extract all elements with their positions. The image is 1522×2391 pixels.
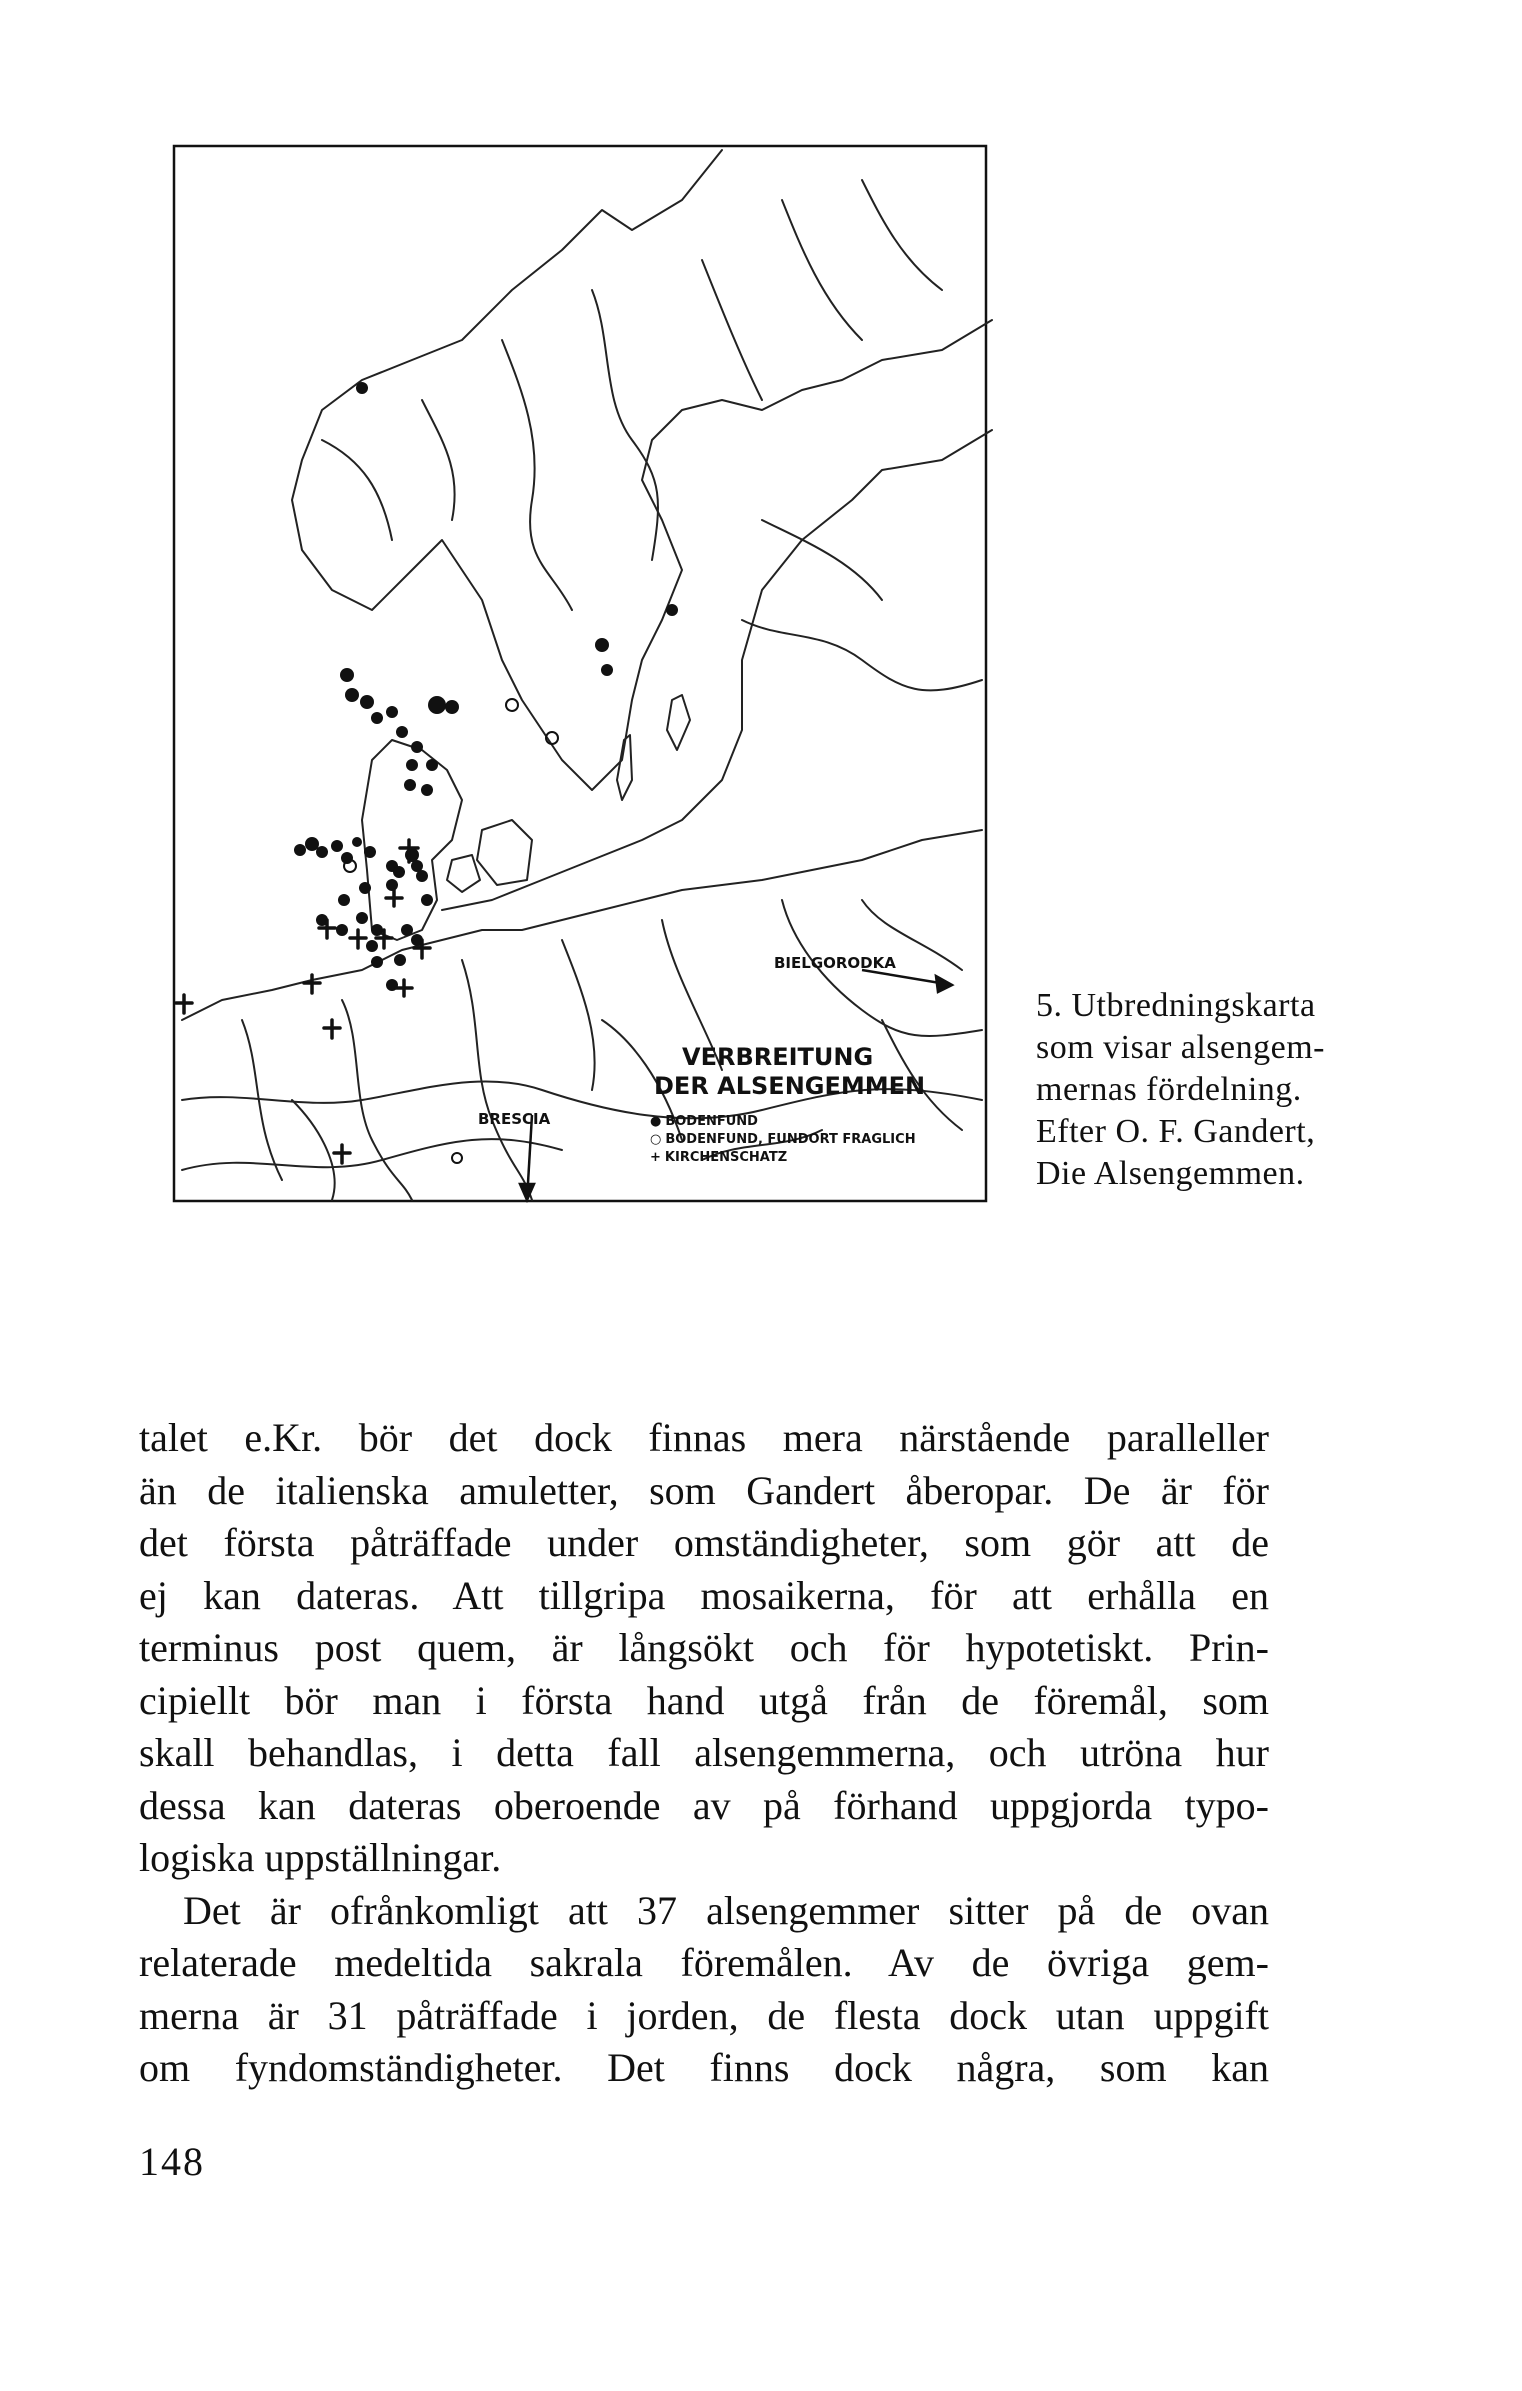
- text-line: terminus post quem, är långsökt och för hypotetiskt. Prin-: [139, 1625, 1269, 1670]
- map-title-line1: VERBREITUNG: [682, 1043, 874, 1071]
- body-text: [139, 1412, 1269, 2095]
- text-line: cipiellt bör man i första hand utgå från de föremål, som: [139, 1677, 1269, 1723]
- paragraph-2: [139, 1885, 1269, 2095]
- text-line: ej kan dateras. Att tillgripa mosaikerna, för att erhålla en: [139, 1572, 1269, 1618]
- paragraph-1: [139, 1412, 1269, 1885]
- caption-line: 5. Utbredningskarta: [1036, 987, 1316, 1024]
- coastline-zealand: [477, 820, 532, 885]
- text-line: relaterade medeltida sakrala föremålen. Av de övriga gem-: [139, 1940, 1269, 1985]
- coastline-baltic-east: [442, 430, 992, 910]
- text-line: skall behandlas, i detta fall alsengemmerna, och utröna hur: [139, 1730, 1269, 1775]
- text-line: talet e.Kr. bör det dock finnas mera närstående paralleller: [139, 1415, 1269, 1460]
- place-label-brescia: BRESCIA: [478, 1110, 551, 1128]
- caption-line: mernas fördelning.: [1036, 1071, 1302, 1108]
- text-line: merna är 31 påträffade i jorden, de flesta dock utan uppgift: [139, 1992, 1269, 2038]
- find-markers-bodenfund: [294, 382, 678, 991]
- caption-line: Die Alsengemmen.: [1036, 1155, 1305, 1192]
- figure-caption: [1036, 985, 1456, 1195]
- text-line: dessa kan dateras oberoende av på förhand uppgjorda typo-: [139, 1782, 1269, 1828]
- text-line: logiska uppställningar.: [139, 1835, 502, 1880]
- page-number: 148: [139, 2139, 205, 2184]
- legend-item-bodenfund: ● BODENFUND: [650, 1114, 758, 1129]
- caption-line: Efter O. F. Gandert,: [1036, 1113, 1316, 1150]
- text-line: om fyndomständigheter. Det finns dock några, som kan: [139, 2045, 1269, 2090]
- legend-item-kirchenschatz: + KIRCHENSCHATZ: [650, 1150, 788, 1165]
- map-title-line2: DER ALSENGEMMEN: [654, 1072, 926, 1100]
- coastline-gotland: [667, 695, 690, 750]
- legend-item-fundort-fraglich: ○ BODENFUND, FUNDORT FRAGLICH: [650, 1132, 916, 1147]
- caption-line: som visar alsengem-: [1036, 1029, 1325, 1066]
- text-line: än de italienska amuletter, som Gandert åberopar. De är för: [139, 1467, 1269, 1513]
- coastline-funen: [447, 855, 480, 892]
- text-line: Det är ofrånkomligt att 37 alsengemmer sitter på de ovan: [183, 1887, 1269, 1933]
- place-label-bielgorodka: BIELGORODKA: [774, 954, 896, 972]
- map-drawing: [162, 140, 993, 1208]
- text-line: det första påträffade under omständigheter, som gör att de: [139, 1520, 1269, 1565]
- distribution-map-figure: [162, 140, 993, 1208]
